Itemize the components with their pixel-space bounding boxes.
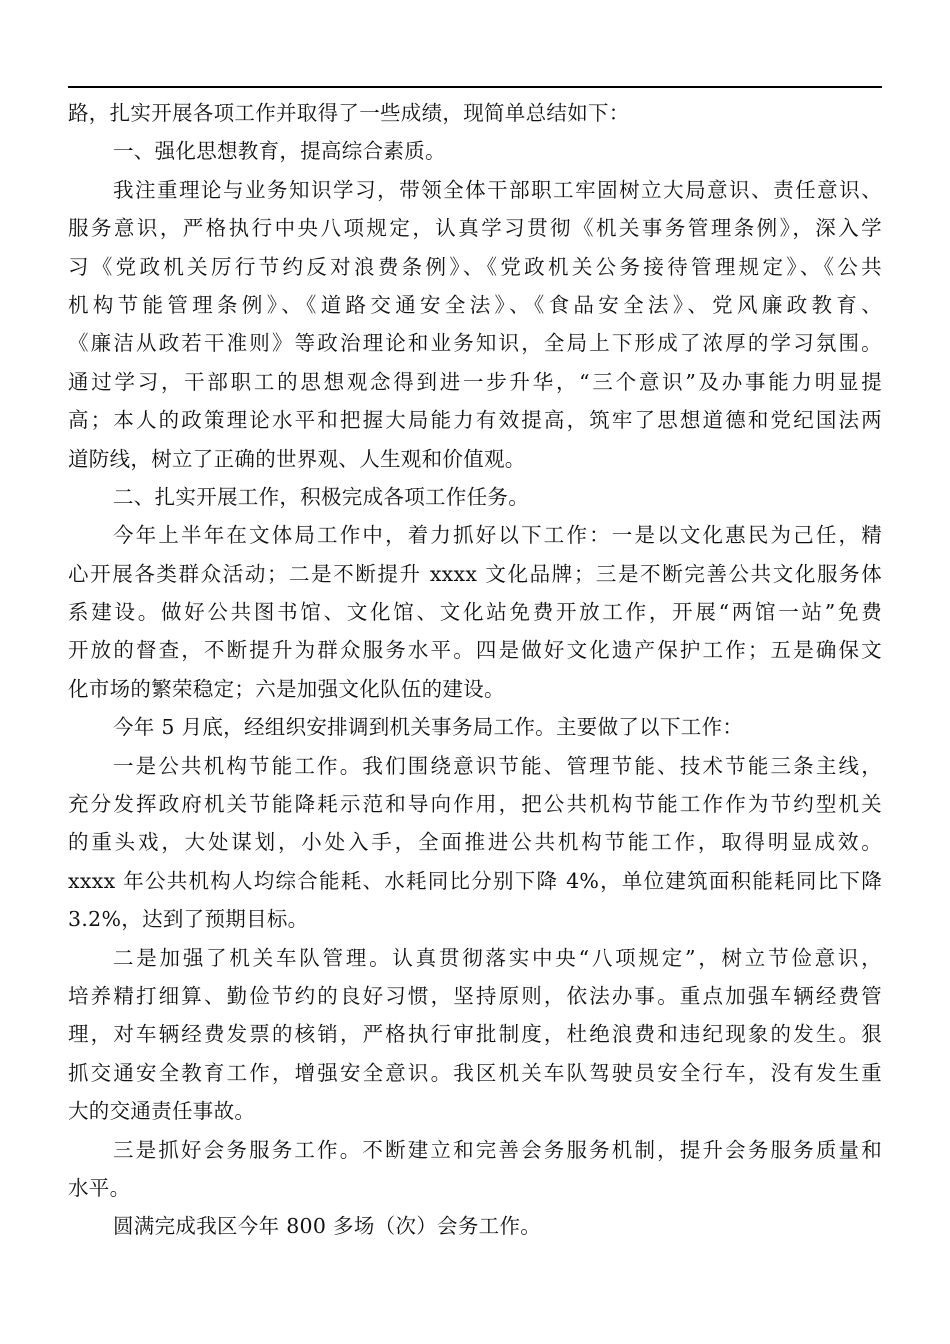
text-line: 开放的督查，不断提升为群众服务水平。四是做好文化遗产保护工作；五是确保文 (68, 638, 882, 663)
text-line: 《廉洁从政若干准则》等政治理论和业务知识，全局上下形成了浓厚的学习氛围。 (68, 331, 882, 356)
text-line: 大的交通责任事故。 (68, 1099, 256, 1124)
text-line: 习《党政机关厉行节约反对浪费条例》、《党政机关公务接待管理规定》、《公共 (68, 254, 882, 279)
text-line: 抓交通安全教育工作，增强安全意识。我区机关车队驾驶员安全行车，没有发生重 (68, 1060, 882, 1085)
document-body (68, 94, 882, 1246)
text-line: 心开展各类群众活动；二是不断提升 xxxx 文化品牌；三是不断完善公共文化服务体 (68, 561, 882, 586)
text-line: 高；本人的政策理论水平和把握大局能力有效提高，筑牢了思想道德和党纪国法两 (68, 408, 882, 433)
text-line: 充分发挥政府机关节能降耗示范和导向作用，把公共机构节能工作作为节约型机关 (68, 792, 882, 817)
section-heading: 二、扎实开展工作，积极完成各项工作任务。 (113, 484, 529, 509)
text-line: 道防线，树立了正确的世界观、人生观和价值观。 (68, 446, 526, 471)
text-line: 3.2%，达到了预期目标。 (68, 907, 309, 932)
text-line: 系建设。做好公共图书馆、文化馆、文化站免费开放工作，开展“两馆一站”免费 (68, 600, 882, 625)
text-line: 培养精打细算、勤俭节约的良好习惯，坚持原则，依法办事。重点加强车辆经费管 (68, 983, 882, 1008)
text-line: 理，对车辆经费发票的核销，严格执行审批制度，杜绝浪费和违纪现象的发生。狠 (68, 1022, 882, 1047)
text-line: 服务意识，严格执行中央八项规定，认真学习贯彻《机关事务管理条例》，深入学 (68, 216, 882, 241)
text-line: 路，扎实开展各项工作并取得了一些成绩，现简单总结如下： (68, 101, 630, 125)
text-line: 二是加强了机关车队管理。认真贯彻落实中央“八项规定”，树立节俭意识， (113, 945, 882, 970)
text-line: xxxx 年公共机构人均综合能耗、水耗同比分别下降 4%，单位建筑面积能耗同比下降 (68, 868, 882, 893)
text-line: 的重头戏，大处谋划，小处入手，全面推进公共机构节能工作，取得明显成效。 (68, 830, 882, 855)
text-line: 三是抓好会务服务工作。不断建立和完善会务服务机制，提升会务服务质量和 (113, 1137, 882, 1162)
header-rule (68, 86, 882, 88)
text-line: 通过学习，干部职工的思想观念得到进一步升华，“三个意识”及办事能力明显提 (68, 369, 882, 394)
text-line: 圆满完成我区今年 800 多场（次）会务工作。 (113, 1214, 542, 1239)
text-line: 今年 5 月底，经组织安排调到机关事务局工作。主要做了以下工作： (113, 715, 744, 740)
text-line: 今年上半年在文体局工作中，着力抓好以下工作：一是以文化惠民为己任，精 (113, 523, 882, 548)
section-heading: 一、强化思想教育，提高综合素质。 (113, 139, 446, 164)
text-line: 水平。 (68, 1175, 131, 1200)
text-line: 机构节能管理条例》、《道路交通安全法》、《食品安全法》、党风廉政教育、 (68, 292, 882, 317)
text-line: 化市场的繁荣稳定；六是加强文化队伍的建设。 (68, 676, 505, 701)
text-line: 我注重理论与业务知识学习，带领全体干部职工牢固树立大局意识、责任意识、 (113, 177, 882, 202)
text-line: 一是公共机构节能工作。我们围绕意识节能、管理节能、技术节能三条主线， (113, 753, 882, 778)
